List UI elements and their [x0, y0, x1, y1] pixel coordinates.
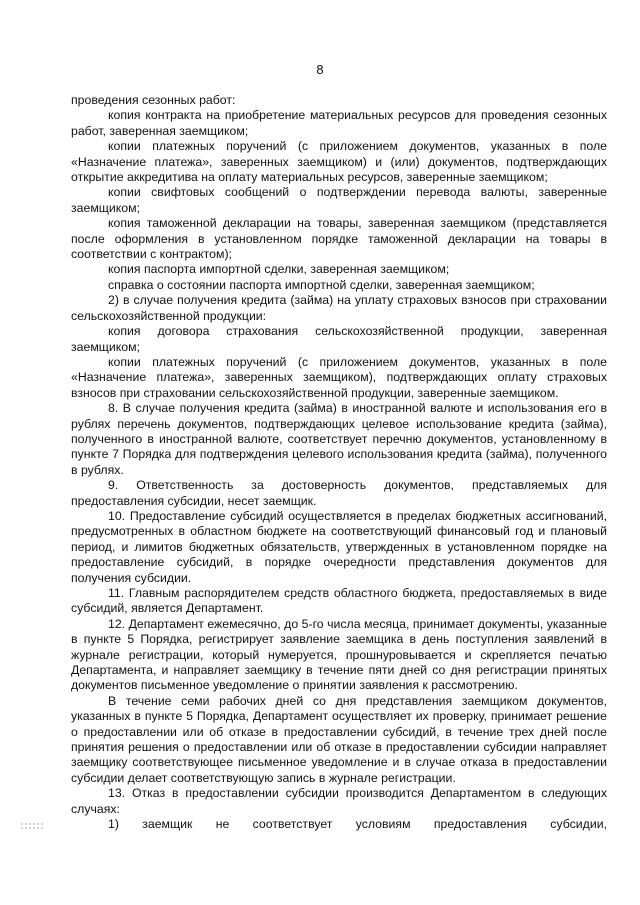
paragraph-17: 13. Отказ в предоставлении субсидии производится Департаментом в следующих случаях: [71, 786, 607, 816]
paragraph-7: справка о состоянии паспорта импортной сделки, заверенная заемщиком; [108, 277, 535, 292]
paragraph-5: копия таможенной декларации на товары, заверенная заемщиком (представляется после оформления в установленном порядке таможенной декларации на товары в соответствии с контрактом); [71, 216, 607, 262]
paragraph-2: копия контракта на приобретение материальных ресурсов для проведения сезонных работ, заверенная заемщиком; [71, 108, 607, 138]
paragraph-12: 9. Ответственность за достоверность документов, представляемых для предоставления субсидии, несет заемщик. [71, 478, 607, 508]
document-body [71, 93, 607, 833]
paragraph-9: копия договора страхования сельскохозяйственной продукции, заверенная заемщиком; [71, 324, 607, 354]
paragraph-3: копии платежных поручений (с приложением документов, указанных в поле «Назначение платежа», заверенных заемщиком) и (или) документов, подтверждающих открытие аккредитива на оплату материальных ресурсов, заверенные заемщиком; [71, 139, 607, 185]
paragraph-10: копии платежных поручений (с приложением документов, указанных в поле «Назначение платежа», заверенных заемщиком), подтверждающих оплату страховых взносов при страховании сельскохозяйственной продукции, заверенные заемщиком. [71, 354, 607, 400]
paragraph-1: проведения сезонных работ: [71, 93, 236, 107]
paragraph-4: копии свифтовых сообщений о подтверждении перевода валюты, заверенные заемщиком; [71, 185, 607, 215]
paragraph-15: 12. Департамент ежемесячно, до 5-го числа месяца, принимает документы, указанные в пункте 5 Порядка, регистрирует заявление заемщика в день поступления заявлений в журнале регистрации, который нумеруется, прошнуровывается и скрепляется печатью Департамента, и направляет заемщику в течение пяти дней со дня регистрации принятых документов письменное уведомление о принятии заявления к рассмотрению. [71, 616, 607, 693]
paragraph-16: В течение семи рабочих дней со дня представления заемщиком документов, указанных в пункте 5 Порядка, Департамент осуществляет их проверку, принимает решение о предоставлении или об отказе в предоставлении субсидий, в течение трех дней после принятия решения о предоставлении или об отказе в предоставлении субсидии направляет заемщику соответствующее письменное уведомление и в случае отказа в предоставлении субсидии делает соответствующую запись в журнале регистрации. [71, 693, 607, 785]
paragraph-11: 8. В случае получения кредита (займа) в иностранной валюте и использования его в рублях перечень документов, подтверждающих целевое использование кредита (займа), полученного в иностранной валюте, соответствует перечню документов, установленному в пункте 7 Порядка для подтверждения целевого использования кредита (займа), полученного в рублях. [71, 401, 607, 477]
paragraph-8: 2) в случае получения кредита (займа) на уплату страховых взносов при страховании сельскохозяйственной продукции: [71, 293, 607, 323]
paragraph-6: копия паспорта импортной сделки, заверенная заемщиком; [108, 262, 450, 277]
scan-margin-mark [20, 822, 44, 830]
paragraph-18: 1) заемщик не соответствует условиям предоставления субсидии, [108, 817, 607, 832]
page-number: 8 [316, 62, 324, 77]
paragraph-14: 11. Главным распорядителем средств областного бюджета, предоставляемых в виде субсидий, является Департамент. [71, 586, 607, 616]
paragraph-13: 10. Предоставление субсидий осуществляется в пределах бюджетных ассигнований, предусмотренных в областном бюджете на соответствующий финансовый год и плановый период, и лимитов бюджетных обязательств, утвержденных в установленном порядке на предоставление субсидий, в порядке очередности представления документов для получения субсидии. [71, 508, 607, 585]
